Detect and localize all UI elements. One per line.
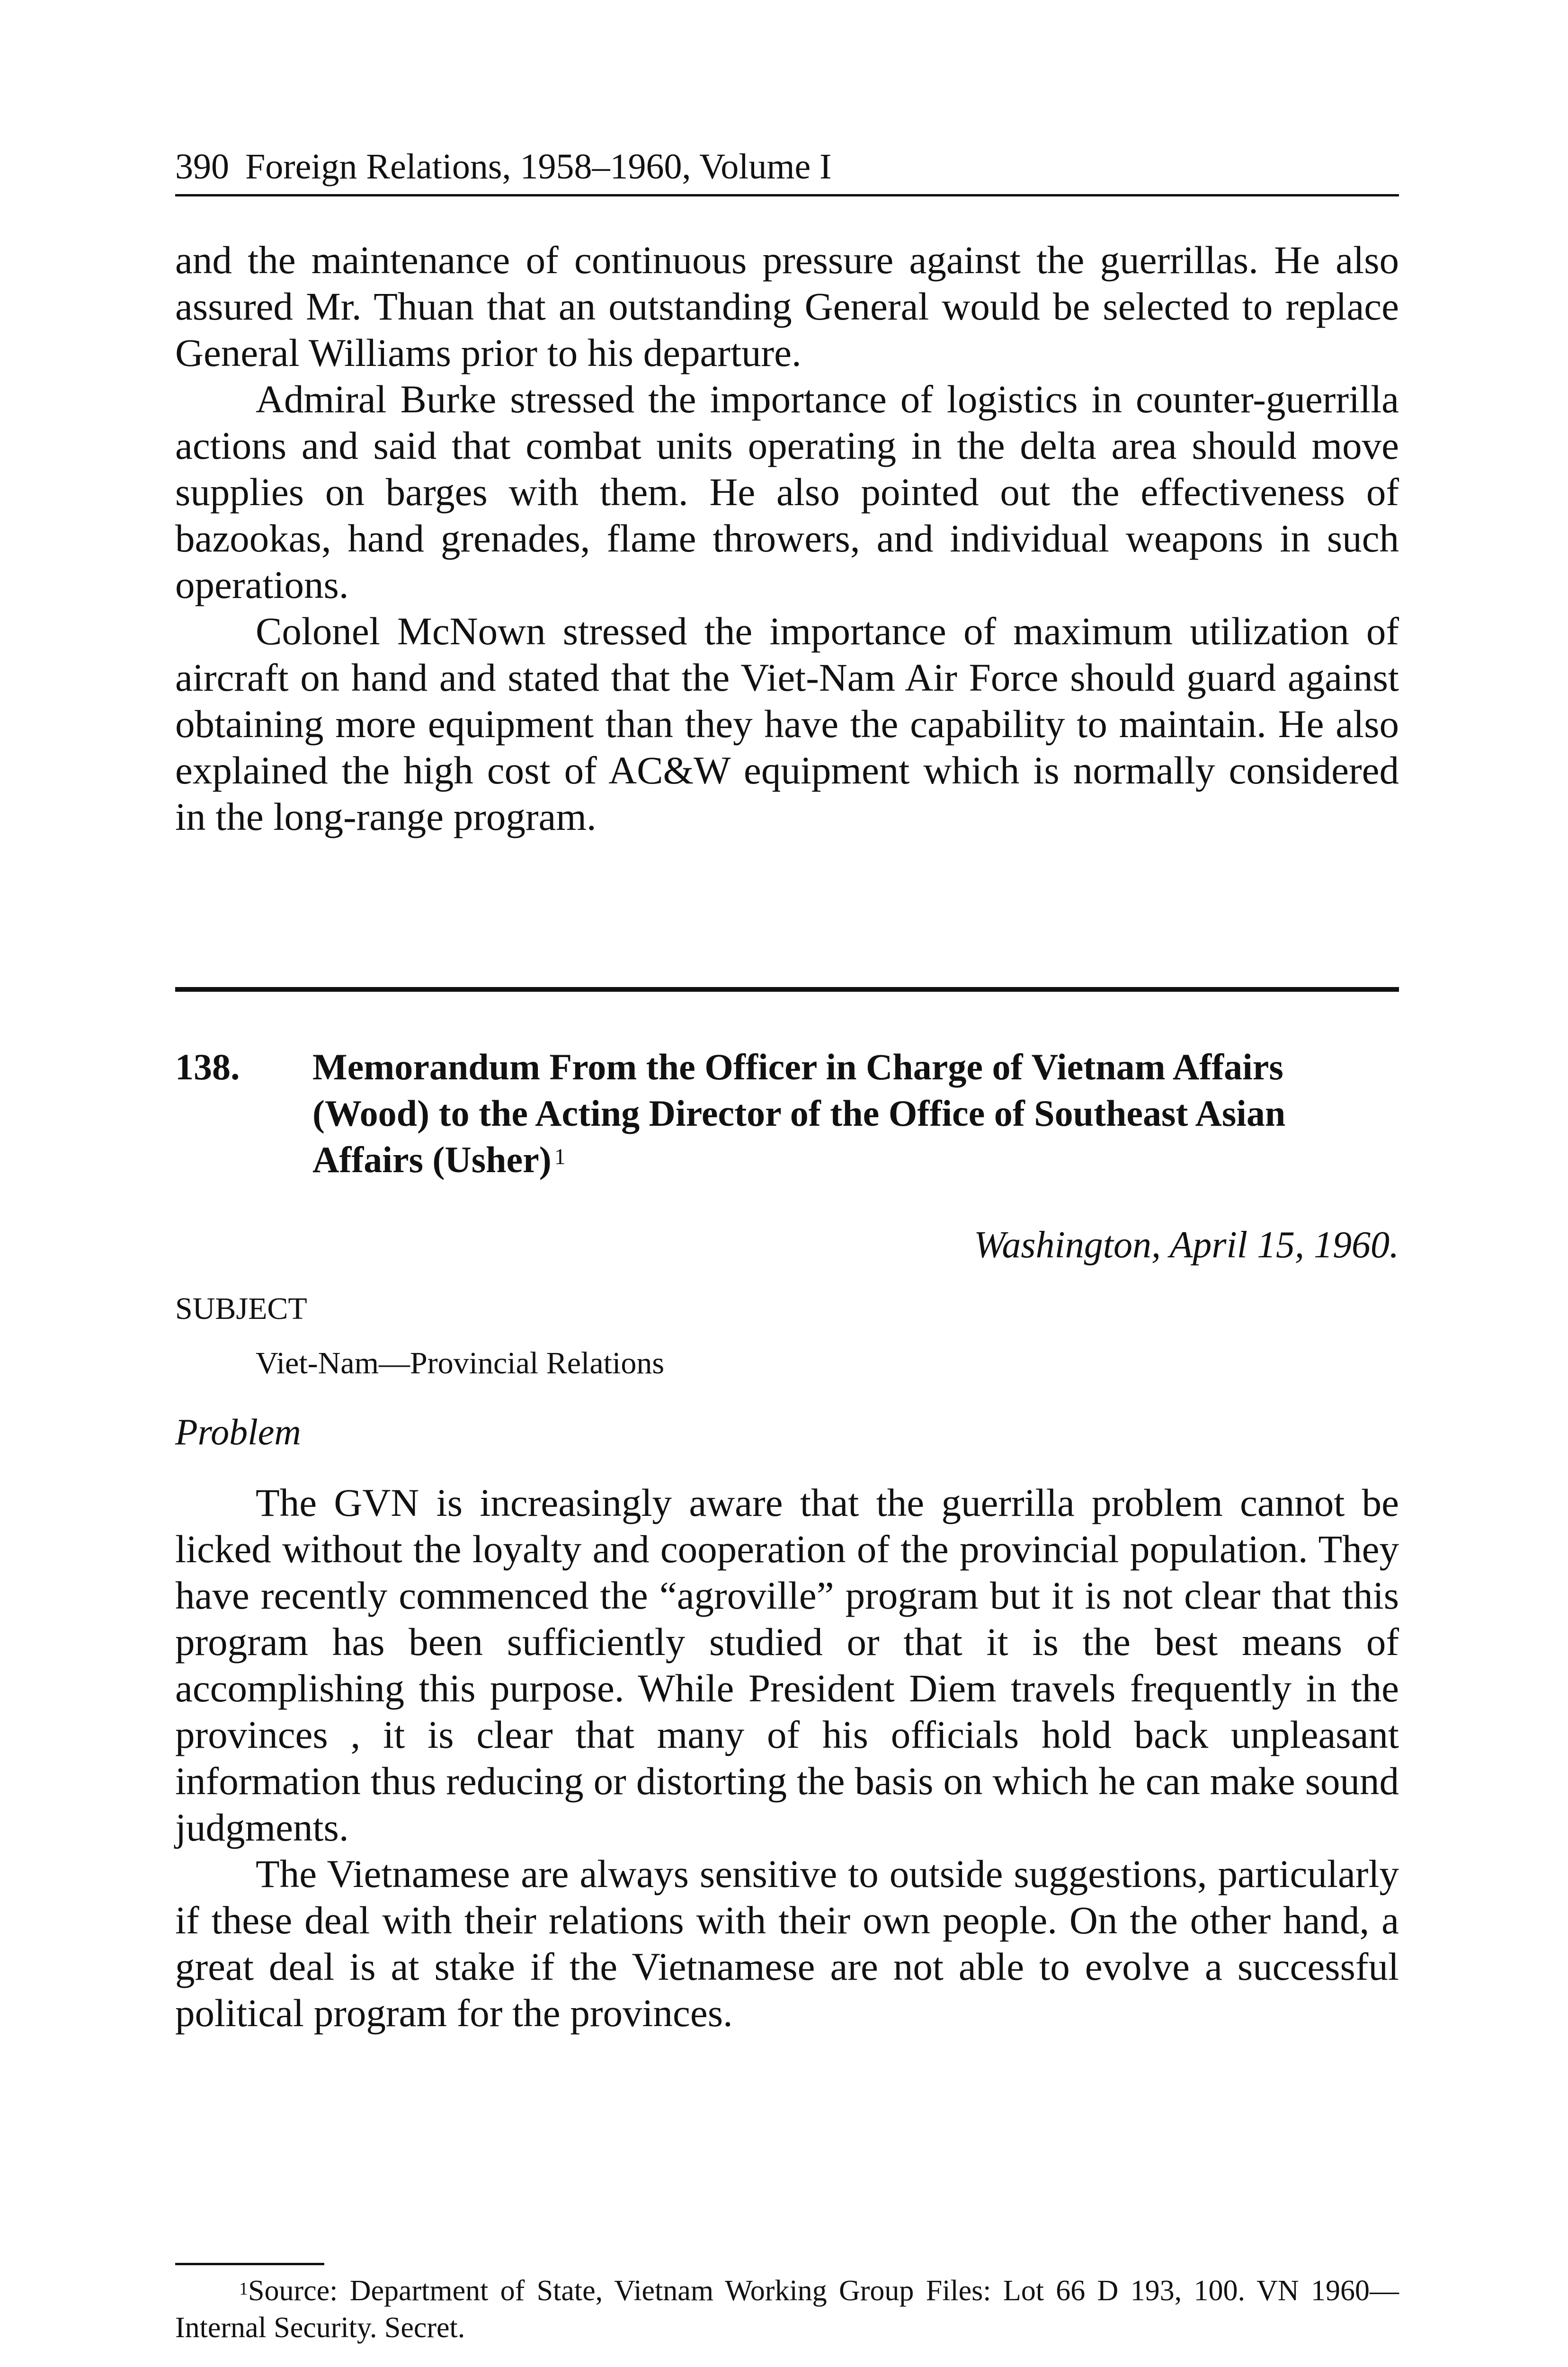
paragraph: Colonel McNown stressed the importance of maximum utilization of aircraft on hand and stated that the Viet-Nam Air Force should guard against obtaining more equipment than they have the capability to maintain. He also explained the high cost of AC&W equipment which is normally considered in the long-range program. <box>175 609 1399 838</box>
paragraph: The GVN is increasingly aware that the guerrilla problem cannot be licked without the loyalty and cooperation of the provincial population. They have recently commenced the “agroville” program but it is not clear that this program has been sufficiently studied or that it is the best means of accomplishing this purpose. While President Diem travels frequently in the provinces , it is clear that many of his officials hold back unpleasant information thus reducing or distorting the basis on which he can make sound judgments. <box>175 1481 1399 1849</box>
document-title: Memorandum From the Officer in Charge of Vietnam Affairs (Wood) to the Acting Director of the Office of Southeast Asian Affairs (Usher) <box>312 1046 1286 1180</box>
page-number: 390 <box>175 147 229 187</box>
memorandum-body <box>175 1479 1399 2036</box>
subject-label: SUBJECT <box>175 1291 307 1326</box>
running-title: Foreign Relations, 1958–1960, Volume I <box>245 147 832 187</box>
document-heading <box>175 1044 1399 1183</box>
footnote-marker: 1 <box>554 1144 566 1169</box>
footnote-text: Source: Department of State, Vietnam Working Group Files: Lot 66 D 193, 100. VN 1960—Internal Security. Secret. <box>175 2275 1399 2344</box>
footnote <box>175 2272 1399 2346</box>
section-divider <box>175 987 1399 992</box>
paragraph: The Vietnamese are always sensitive to outside suggestions, particularly if these deal with their relations with their own people. On the other hand, a great deal is at stake if the Vietnamese are not able to evolve a successful political program for the provinces. <box>175 1852 1399 2035</box>
document-title-block <box>312 1044 1399 1183</box>
paragraph: Admiral Burke stressed the importance of logistics in counter-guerrilla actions and said that combat units operating in the delta area should move supplies on barges with them. He also pointed out the effectiveness of bazookas, hand grenades, flame throwers, and individual weapons in such operations. <box>175 377 1399 606</box>
footnote-rule <box>175 2263 324 2265</box>
problem-label: Problem <box>175 1411 301 1452</box>
continued-text <box>175 237 1399 840</box>
paragraph: and the maintenance of continuous pressure against the guerrillas. He also assured Mr. Thuan that an outstanding General would be selected to replace General Williams prior to his departure. <box>175 238 1399 374</box>
dateline: Washington, April 15, 1960. <box>974 1224 1399 1266</box>
footnote-number: 1 <box>239 2279 248 2299</box>
document-number: 138. <box>175 1046 240 1087</box>
subject-text: Viet-Nam—Provincial Relations <box>256 1346 665 1380</box>
running-header <box>175 140 1399 196</box>
